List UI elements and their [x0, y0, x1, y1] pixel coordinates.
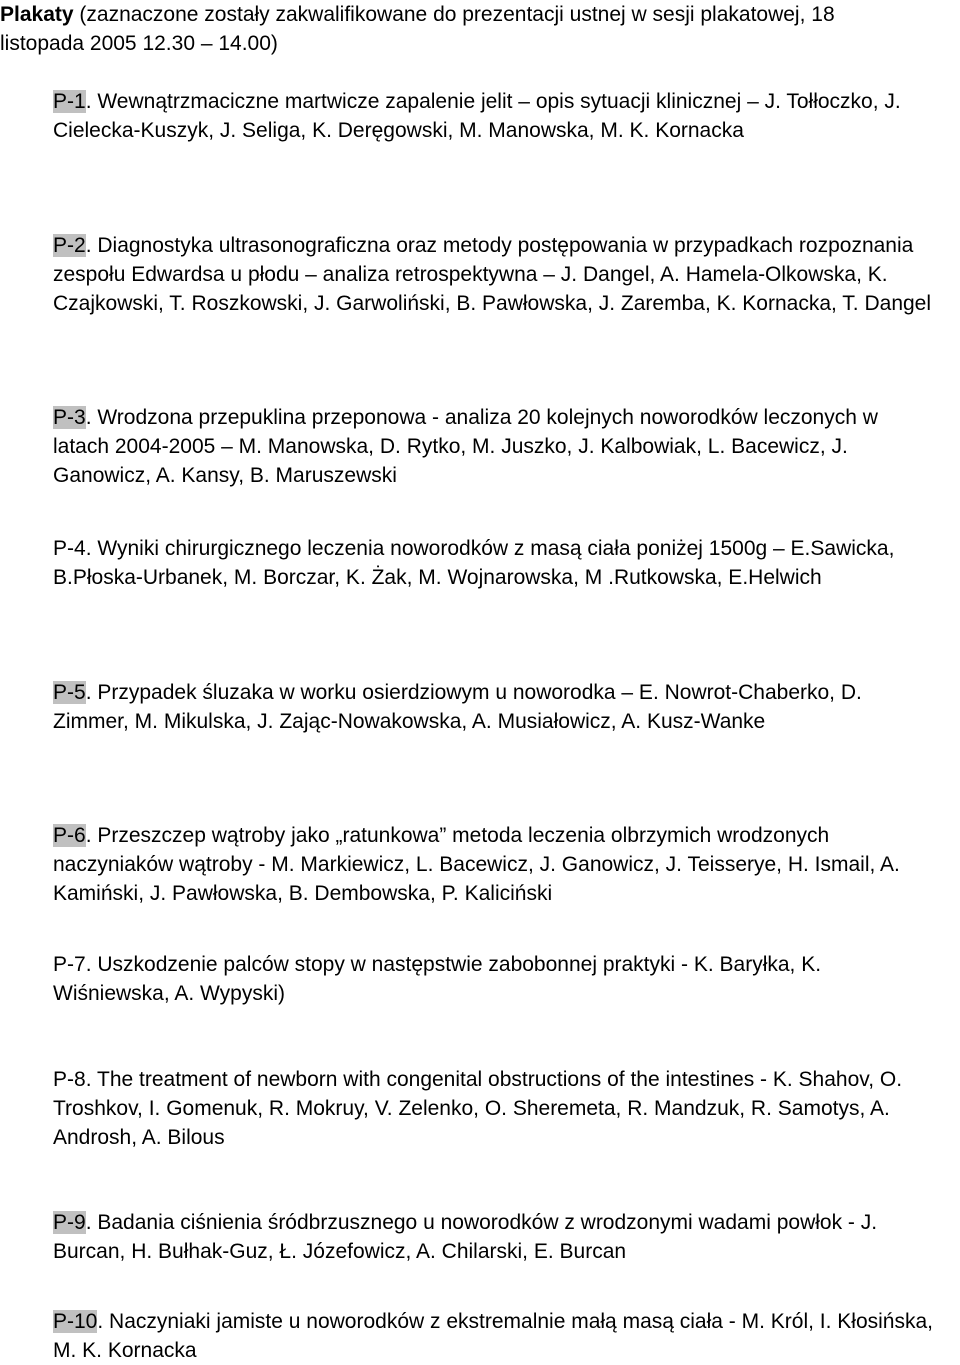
poster-entry-p5 [53, 678, 933, 736]
poster-code-suffix: . [85, 537, 92, 560]
poster-entry-p9 [53, 1208, 933, 1266]
poster-code-suffix: . [97, 1310, 104, 1333]
poster-text: Badania ciśnienia śródbrzusznego u noworodków z wrodzonymi wadami powłok - J. Burcan, H. Bułhak-Guz, Ł. Józefowicz, A. Chilarski, E. Burcan [53, 1211, 878, 1263]
poster-entry-p8 [53, 1065, 933, 1152]
poster-entry-p4 [53, 534, 933, 592]
poster-text: Przypadek śluzaka w worku osierdziowym u noworodka – E. Nowrot-Chaberko, D. Zimmer, M. Mikulska, J. Zając-Nowakowska, A. Musiałowicz, A. Kusz-Wanke [53, 681, 862, 733]
poster-code: P-8 [53, 1068, 86, 1091]
poster-code-suffix: . [85, 406, 92, 429]
poster-text: Wrodzona przepuklina przeponowa - analiza 20 kolejnych noworodków leczonych w latach 2004-2005 – M. Manowska, D. Rytko, M. Juszko, J. Kalbowiak, L. Bacewicz, J. Ganowicz, A. Kansy, B. Maruszewski [53, 406, 878, 487]
poster-code-suffix: . [85, 1211, 92, 1234]
poster-code: P-3 [53, 406, 86, 429]
poster-code-suffix: . [85, 90, 92, 113]
poster-code-suffix: . [85, 953, 92, 976]
poster-code-suffix: . [85, 824, 92, 847]
poster-code: P-7 [53, 953, 86, 976]
poster-text: Przeszczep wątroby jako „ratunkowa” metoda leczenia olbrzymich wrodzonych naczyniaków wątroby - M. Markiewicz, L. Bacewicz, J. Ganowicz, J. Teisserye, H. Ismail, A. Kamiński, J. Pawłowska, B. Dembowska, P. Kaliciński [53, 824, 900, 905]
poster-entry-p3 [53, 403, 933, 490]
poster-text: Wyniki chirurgicznego leczenia noworodków z masą ciała poniżej 1500g – E.Sawicka, B.Płoska-Urbanek, M. Borczar, K. Żak, M. Wojnarowska, M .Rutkowska, E.Helwich [53, 537, 895, 589]
poster-code: P-4 [53, 537, 86, 560]
poster-code: P-6 [53, 824, 86, 847]
poster-code: P-5 [53, 681, 86, 704]
poster-code: P-1 [53, 90, 86, 113]
poster-entry-p7 [53, 950, 933, 1008]
poster-text: The treatment of newborn with congenital obstructions of the intestines - K. Shahov, O. Troshkov, I. Gomenuk, R. Mokruy, V. Zelenko, O. Sheremeta, R. Mandzuk, R. Samotys, A. Androsh, A. Bilous [53, 1068, 903, 1149]
poster-code-suffix: . [85, 234, 92, 257]
document-header [0, 0, 920, 58]
poster-text: Wewnątrzmaciczne martwicze zapalenie jelit – opis sytuacji klinicznej – J. Tołłoczko, J. Cielecka-Kuszyk, J. Seliga, K. Deręgowski, M. Manowska, M. K. Kornacka [53, 90, 901, 142]
poster-text: Naczyniaki jamiste u noworodków z ekstremalnie małą masą ciała - M. Król, I. Kłosińska, M. K. Kornacka [53, 1310, 934, 1362]
poster-entry-p10 [53, 1307, 933, 1365]
poster-code-suffix: . [85, 681, 92, 704]
poster-code: P-10 [53, 1310, 98, 1333]
poster-entry-p1 [53, 87, 933, 145]
poster-code: P-2 [53, 234, 86, 257]
header-subtitle: (zaznaczone zostały zakwalifikowane do prezentacji ustnej w sesji plakatowej, 18 listopada 2005 12.30 – 14.00) [0, 3, 835, 55]
poster-text: Uszkodzenie palców stopy w następstwie zabobonnej praktyki - K. Baryłka, K. Wiśniewska, A. Wypyski) [53, 953, 822, 1005]
poster-entry-p6 [53, 821, 933, 908]
poster-code-suffix: . [85, 1068, 92, 1091]
poster-text: Diagnostyka ultrasonograficzna oraz metody postępowania w przypadkach rozpoznania zespołu Edwardsa u płodu – analiza retrospektywna – J. Dangel, A. Hamela-Olkowska, K. Czajkowski, T. Roszkowski, J. Garwoliński, B. Pawłowska, J. Zaremba, K. Kornacka, T. Dangel [53, 234, 932, 315]
header-title: Plakaty [0, 3, 74, 26]
poster-code: P-9 [53, 1211, 86, 1234]
poster-entry-p2 [53, 231, 933, 318]
